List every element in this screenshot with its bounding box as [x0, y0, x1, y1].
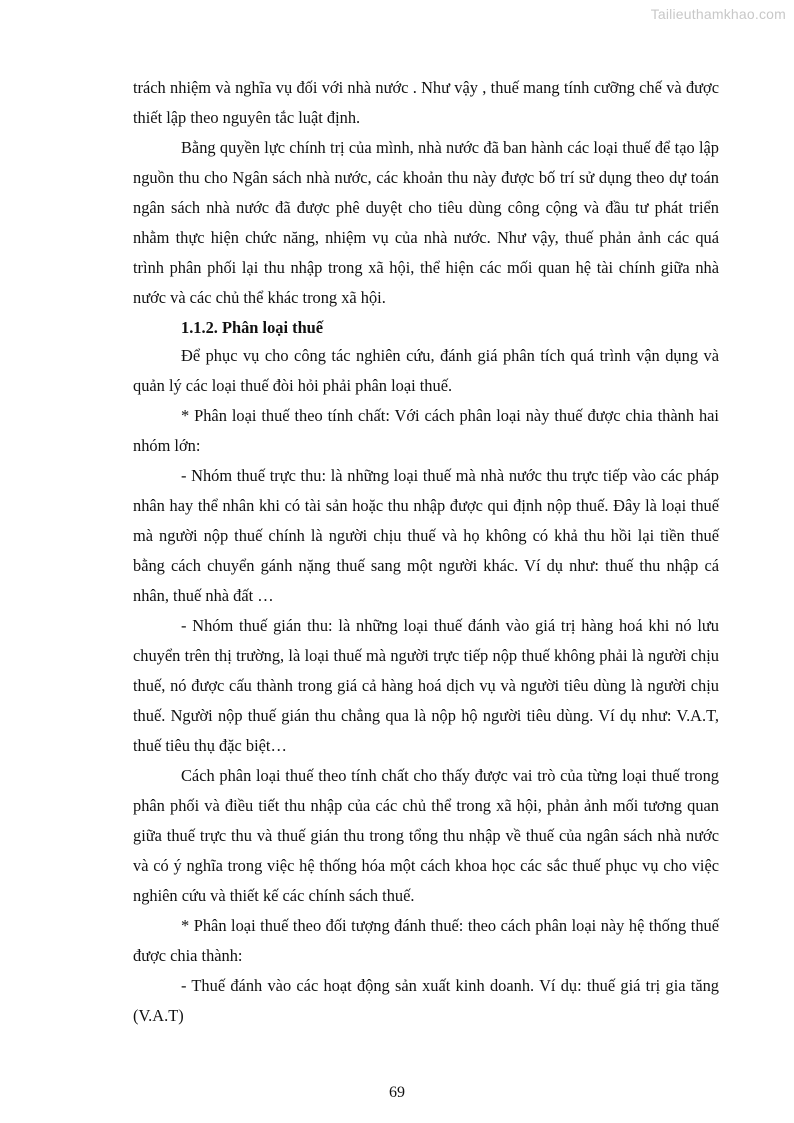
paragraph-continuation: trách nhiệm và nghĩa vụ đối với nhà nước . Như vậy , thuế mang tính cưỡng chế và được thiết lập theo nguyên tắc luật định.	[133, 78, 719, 127]
paragraph-classification-role: Cách phân loại thuế theo tính chất cho thấy được vai trò của từng loại thuế trong phân phối và điều tiết thu nhập của các chủ thể trong xã hội, phản ảnh mối tương quan giữa thuế trực thu và thuế gián thu trong tổng thu nhập về thuế của ngân sách nhà nước và có ý nghĩa trong việc hệ thống hóa một cách khoa học các sắc thuế phục vụ cho việc nghiên cứu và thiết kế các chính sách thuế.	[133, 766, 719, 905]
paragraph-direct-tax: - Nhóm thuế trực thu: là những loại thuế mà nhà nước thu trực tiếp vào các pháp nhân hay thể nhân khi có tài sản hoặc thu nhập được qui định nộp thuế. Đây là loại thuế mà người nộp thuế chính là người chịu thuế và họ không có khả thu hồi lại tiền thuế bằng cách chuyển gánh nặng thuế sang một người khác. Ví dụ như: thuế thu nhập cá nhân, thuế nhà đất …	[133, 466, 719, 605]
page-body	[133, 73, 719, 1031]
paragraph-classification-by-nature: * Phân loại thuế theo tính chất: Với cách phân loại này thuế được chia thành hai nhóm lớn:	[133, 406, 719, 455]
paragraph-indirect-tax: - Nhóm thuế gián thu: là những loại thuế đánh vào giá trị hàng hoá khi nó lưu chuyển trên thị trường, là loại thuế mà người trực tiếp nộp thuế không phải là người chịu thuế, nó được cấu thành trong giá cả hàng hoá dịch vụ và người tiêu dùng là người chịu thuế. Người nộp thuế gián thu chẳng qua là nộp hộ người tiêu dùng. Ví dụ như: V.A.T, thuế tiêu thụ đặc biệt…	[133, 616, 719, 755]
section-heading-tax-classification: 1.1.2. Phân loại thuế	[181, 318, 324, 337]
paragraph-classification-purpose: Để phục vụ cho công tác nghiên cứu, đánh giá phân tích quá trình vận dụng và quản lý các loại thuế đòi hỏi phải phân loại thuế.	[133, 346, 719, 395]
page-number: 69	[389, 1084, 405, 1101]
paragraph-business-tax: - Thuế đánh vào các hoạt động sản xuất kinh doanh. Ví dụ: thuế giá trị gia tăng (V.A.T)	[133, 976, 719, 1025]
paragraph-classification-by-object: * Phân loại thuế theo đối tượng đánh thuế: theo cách phân loại này hệ thống thuế được chia thành:	[133, 916, 719, 965]
watermark: Tailieuthamkhao.com	[650, 6, 786, 22]
paragraph-political-power: Bằng quyền lực chính trị của mình, nhà nước đã ban hành các loại thuế để tạo lập nguồn thu cho Ngân sách nhà nước, các khoản thu này được bố trí sử dụng theo dự toán ngân sách nhà nước đã được phê duyệt cho tiêu dùng công cộng và đầu tư phát triển nhằm thực hiện chức năng, nhiệm vụ của nhà nước. Như vậy, thuế phản ảnh các quá trình phân phối lại thu nhập trong xã hội, thể hiện các mối quan hệ tài chính giữa nhà nước và các chủ thể khác trong xã hội.	[133, 138, 719, 307]
